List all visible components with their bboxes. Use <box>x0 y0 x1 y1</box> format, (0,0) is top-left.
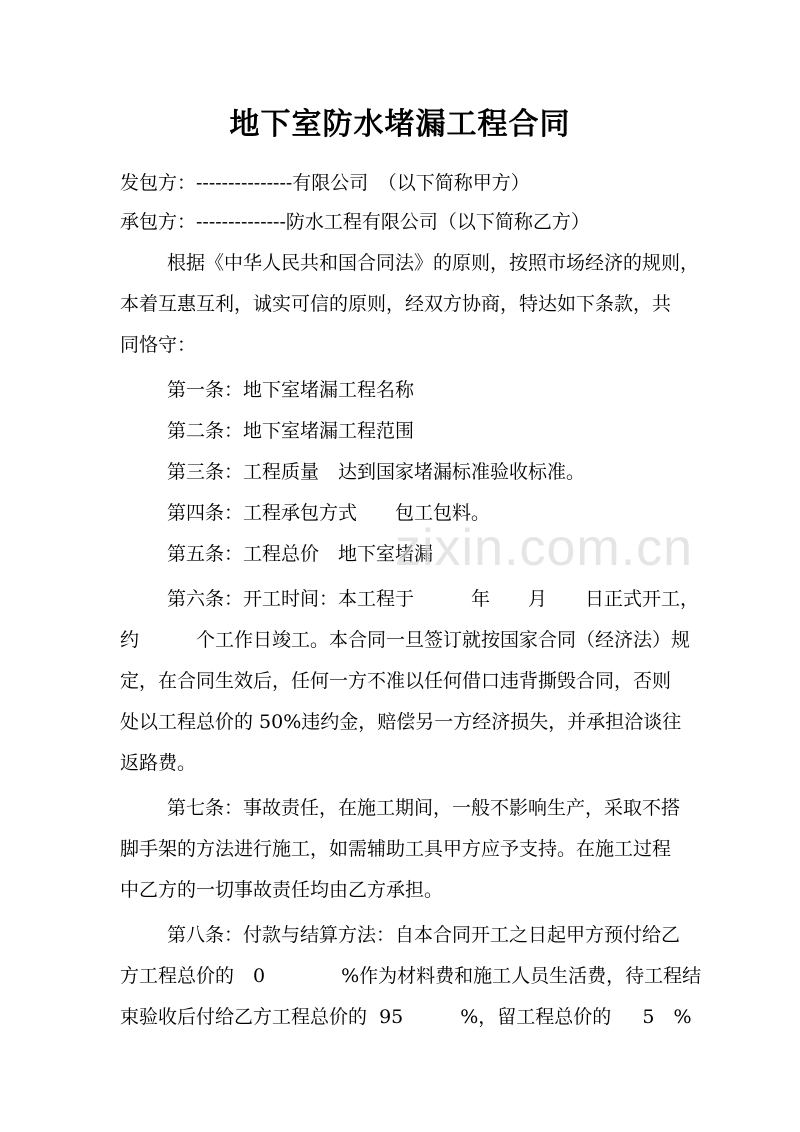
article-6-line: 定，在合同生效后，任何一方不准以任何借口违背撕毁合同，否则 <box>120 670 672 692</box>
article-7-line: 脚手架的方法进行施工，如需辅助工具甲方应予支持。在施工过程 <box>120 838 672 860</box>
article-1 <box>120 370 690 411</box>
intro-line: 根据《中华人民共和国合同法》的原则，按照市场经济的规则， <box>167 252 700 274</box>
article-8-line: 方工程总价的 0 %作为材料费和施工人员生活费，待工程结 <box>120 965 702 987</box>
intro-line: 同恪守： <box>120 334 197 356</box>
article-7-line: 第七条：事故责任，在施工期间，一般不影响生产，采取不搭 <box>167 797 681 819</box>
article-2 <box>120 411 690 452</box>
article-6-line: 第六条：开工时间：本工程于 年 月 日正式开工， <box>167 588 700 610</box>
article-7-line: 中乙方的一切事故责任均由乙方承担。 <box>120 879 444 901</box>
watermark-text: zixin.com.cn <box>395 519 694 577</box>
article-3 <box>120 452 690 493</box>
article-4-text: 第四条：工程承包方式 包工包料。 <box>167 502 491 524</box>
article-5-text: 第五条：工程总价 地下室堵漏 <box>167 543 434 565</box>
article-2-text: 第二条：地下室堵漏工程范围 <box>167 420 415 442</box>
party-a-text: 发包方：---------------有限公司 （以下简称甲方） <box>120 172 530 194</box>
intro-line: 本着互惠互利，诚实可信的原则，经双方协商，特达如下条款，共 <box>120 293 672 315</box>
party-b-line <box>120 202 690 243</box>
article-7 <box>120 788 690 911</box>
article-1-text: 第一条：地下室堵漏工程名称 <box>167 379 415 401</box>
intro-paragraph <box>120 243 700 366</box>
article-6-line: 处以工程总价的 50%违约金，赔偿另一方经济损失，并承担洽谈往 <box>120 711 682 733</box>
article-3-text: 第三条：工程质量 达到国家堵漏标准验收标准。 <box>167 461 586 483</box>
document-title: 地下室防水堵漏工程合同 <box>229 107 571 142</box>
article-5 <box>120 534 690 575</box>
article-6-line: 返路费。 <box>120 752 197 774</box>
article-8 <box>120 915 702 1038</box>
article-8-line: 束验收后付给乙方工程总价的 95 %，留工程总价的 5 % <box>120 1006 692 1028</box>
party-b-text: 承包方：--------------防水工程有限公司（以下简称乙方） <box>120 211 590 233</box>
article-6 <box>120 579 700 784</box>
article-4 <box>120 493 690 534</box>
article-6-line: 约 个工作日竣工。本合同一旦签订就按国家合同（经济法）规 <box>120 629 691 651</box>
article-8-line: 第八条：付款与结算方法：自本合同开工之日起甲方预付给乙 <box>167 924 681 946</box>
party-a-line <box>120 163 690 204</box>
